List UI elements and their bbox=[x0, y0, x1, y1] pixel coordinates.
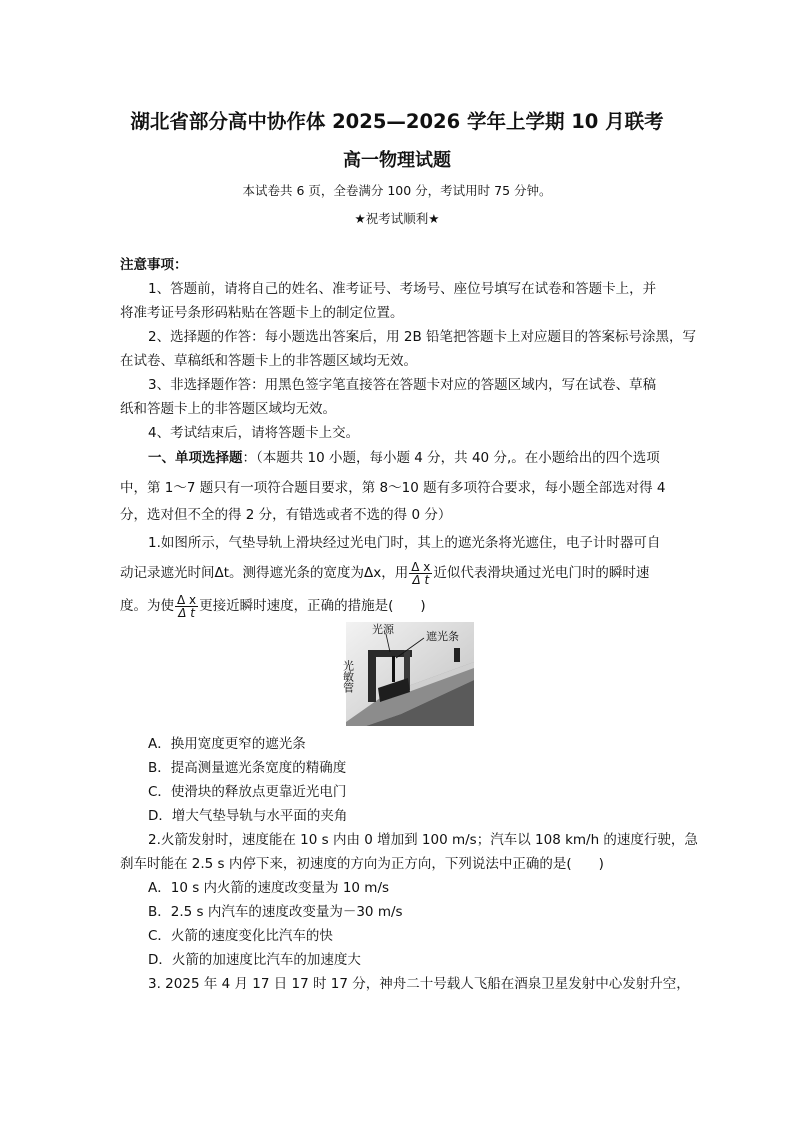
q3-line-1: 3. 2025 年 4 月 17 日 17 时 17 分，神舟二十号载人飞船在酒泉卫星发射中心发射升空， bbox=[148, 976, 690, 992]
q1-line-3-a: 度。为使 bbox=[120, 598, 174, 614]
q1-option-b: B．提高测量遮光条宽度的精确度 bbox=[148, 760, 347, 776]
fraction-numerator: Δ x bbox=[411, 559, 431, 574]
q2-option-d: D．火箭的加速度比汽车的加速度大 bbox=[148, 952, 361, 968]
q1-line-1: 1.如图所示，气垫导轨上滑块经过光电门时，其上的遮光条将光遮住，电子计时器可自 bbox=[148, 535, 661, 551]
q1-line-2-a: 动记录遮光时间Δt。测得遮光条的宽度为Δx，用 bbox=[120, 565, 409, 581]
q1-line-3 bbox=[120, 591, 426, 621]
section-1-heading: 一、单项选择题 bbox=[148, 450, 243, 466]
page-title: 湖北省部分高中协作体 2025—2026 学年上学期 10 月联考 bbox=[130, 110, 664, 133]
note-1-line-1: 1、答题前，请将自己的姓名、准考证号、考场号、座位号填写在试卷和答题卡上，并 bbox=[148, 281, 657, 297]
q1-option-d: D．增大气垫导轨与水平面的夹角 bbox=[148, 808, 348, 824]
fraction-numerator: Δ x bbox=[177, 592, 197, 607]
note-2-line-1: 2、选择题的作答：每小题选出答案后，用 2B 铅笔把答题卡上对应题目的答案标号涂黑，写 bbox=[148, 329, 697, 345]
q2-option-a: A．10 s 内火箭的速度改变量为 10 m/s bbox=[148, 880, 390, 896]
note-1-line-2: 将准考证号条形码粘贴在答题卡上的制定位置。 bbox=[120, 305, 404, 321]
figure-label-phototube: 光敏管 bbox=[341, 660, 355, 693]
q2-line-2: 刹车时能在 2.5 s 内停下来，初速度的方向为正方向，下列说法中正确的是( ) bbox=[120, 856, 604, 872]
q1-line-2 bbox=[120, 558, 649, 588]
q1-option-c: C．使滑块的释放点更靠近光电门 bbox=[148, 784, 347, 800]
q2-option-b: B．2.5 s 内汽车的速度改变量为－30 m/s bbox=[148, 904, 403, 920]
note-3-line-1: 3、非选择题作答：用黑色签字笔直接答在答题卡对应的答题区域内，写在试卷、草稿 bbox=[148, 377, 657, 393]
figure-label-light-source: 光源 bbox=[372, 623, 394, 636]
good-luck-wish: ★祝考试顺利★ bbox=[354, 211, 440, 226]
fraction-denominator: Δ t bbox=[412, 572, 430, 587]
q2-option-c: C．火箭的速度变化比汽车的快 bbox=[148, 928, 333, 944]
section-1-line-3: 分，选对但不全的得 2 分，有错选或者不选的得 0 分） bbox=[120, 507, 452, 523]
q1-fraction-2 bbox=[175, 594, 198, 619]
figure-label-strip: 遮光条 bbox=[426, 630, 459, 643]
q2-line-1: 2.火箭发射时，速度能在 10 s 内由 0 增加到 100 m/s；汽车以 108 km/h 的速度行驶，急 bbox=[148, 832, 698, 848]
fraction-denominator: Δ t bbox=[178, 605, 195, 620]
q1-fraction-1 bbox=[409, 561, 432, 586]
q1-line-2-b: 近似代表滑块通过光电门时的瞬时速 bbox=[433, 565, 650, 581]
section-1-line-2: 中，第 1～7 题只有一项符合题目要求，第 8～10 题有多项符合要求，每小题全部选对得 4 bbox=[120, 480, 666, 496]
section-1-instructions: ：（本题共 10 小题，每小题 4 分，共 40 分,。在小题给出的四个选项 bbox=[242, 450, 660, 466]
air-track-photogate-figure bbox=[341, 622, 474, 726]
exam-info: 本试卷共 6 页，全卷满分 100 分，考试用时 75 分钟。 bbox=[242, 183, 552, 198]
section-1-line-1 bbox=[148, 451, 660, 466]
page-subtitle: 高一物理试题 bbox=[343, 150, 451, 171]
notes-heading: 注意事项： bbox=[120, 257, 188, 273]
note-2-line-2: 在试卷、草稿纸和答题卡上的非答题区域均无效。 bbox=[120, 353, 417, 369]
q1-option-a: A．换用宽度更窄的遮光条 bbox=[148, 736, 306, 752]
note-4: 4、考试结束后，请将答题卡上交。 bbox=[148, 425, 360, 441]
q1-line-3-b: 更接近瞬时速度，正确的措施是( ) bbox=[199, 598, 426, 614]
note-3-line-2: 纸和答题卡上的非答题区域均无效。 bbox=[120, 401, 336, 417]
